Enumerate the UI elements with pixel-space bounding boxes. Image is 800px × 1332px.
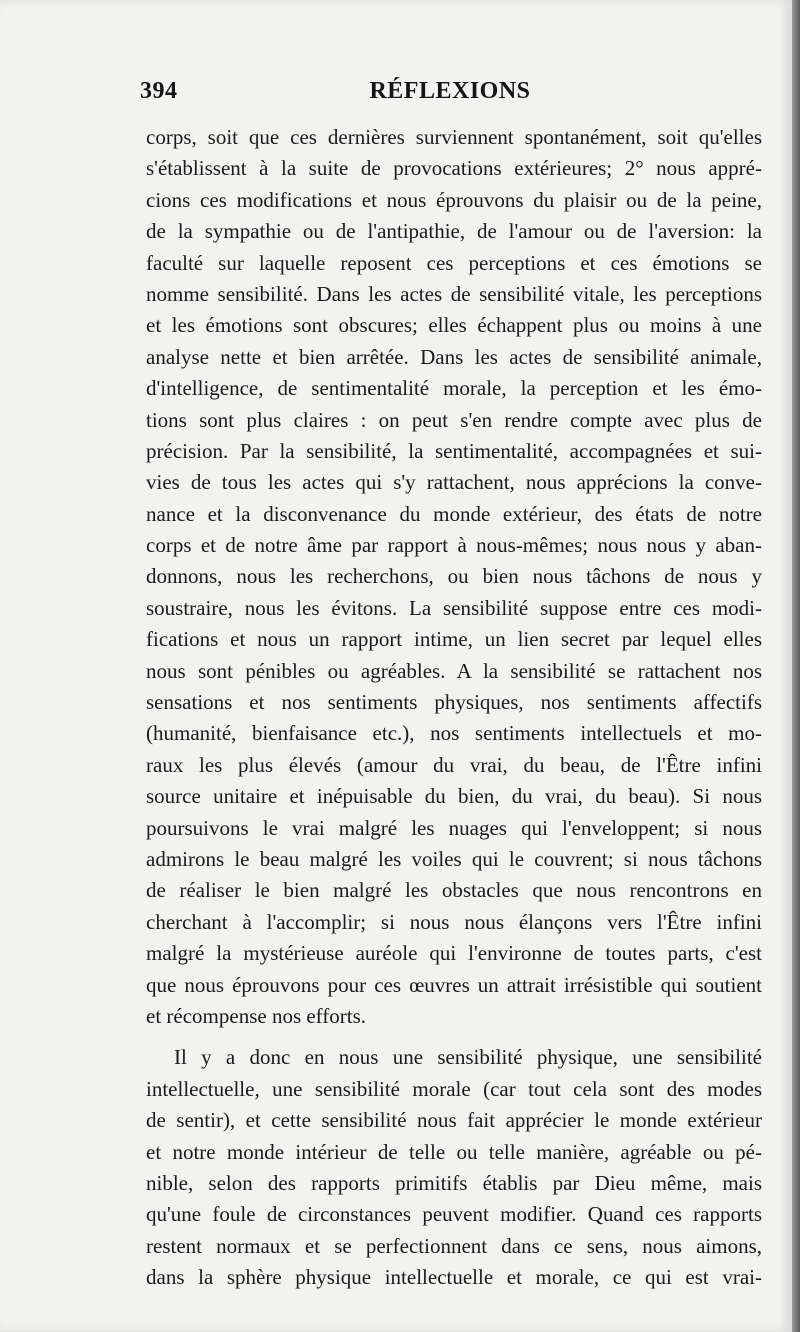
- text-line: restent normaux et se perfectionnent dans ce sens, nous aimons,: [146, 1233, 762, 1258]
- page-title: RÉFLEXIONS: [369, 78, 531, 104]
- text-line: analyse nette et bien arrêtée. Dans les actes de sensibilité animale,: [146, 344, 762, 369]
- text-line: et les émotions sont obscures; elles échappent plus ou moins à une: [146, 313, 762, 338]
- text-line: de réaliser le bien malgré les obstacles que nous rencontrons en: [146, 878, 762, 903]
- text-line: nomme sensibilité. Dans les actes de sensibilité vitale, les perceptions: [146, 281, 762, 306]
- text-line: sensations et nos sentiments physiques, nos sentiments affectifs: [146, 690, 762, 715]
- text-line: nous sont pénibles ou agréables. A la sensibilité se rattachent nos: [146, 658, 762, 683]
- text-line: soustraire, nous les évitons. La sensibilité suppose entre ces modi-: [146, 595, 762, 620]
- page-edge-shadow: [792, 0, 800, 1332]
- text-line: (humanité, bienfaisance etc.), nos sentiments intellectuels et mo-: [146, 721, 762, 746]
- text-line: nible, selon des rapports primitifs établis par Dieu même, mais: [146, 1170, 762, 1195]
- text-line: et notre monde intérieur de telle ou telle manière, agréable ou pé-: [146, 1139, 762, 1164]
- text-line: raux les plus élevés (amour du vrai, du beau, de l'Être infini: [146, 752, 762, 777]
- text-line: faculté sur laquelle reposent ces perceptions et ces émotions se: [146, 250, 762, 275]
- text-line: corps et de notre âme par rapport à nous-mêmes; nous nous y aban-: [146, 533, 762, 558]
- text-line: vies de tous les actes qui s'y rattachent, nous apprécions la conve-: [146, 470, 762, 495]
- running-head: [140, 78, 760, 108]
- body-text: [146, 122, 762, 1293]
- text-line: admirons le beau malgré les voiles qui le couvrent; si nous tâchons: [146, 846, 762, 871]
- text-line: de sentir), et cette sensibilité nous fait apprécier le monde extérieur: [146, 1108, 762, 1133]
- text-line: intellectuelle, une sensibilité morale (car tout cela sont des modes: [146, 1076, 762, 1101]
- page-number: 394: [140, 78, 178, 104]
- text-line: malgré la mystérieuse auréole qui l'environne de toutes parts, c'est: [146, 941, 762, 966]
- text-line: de la sympathie ou de l'antipathie, de l'amour ou de l'aversion: la: [146, 219, 762, 244]
- text-line: tions sont plus claires : on peut s'en rendre compte avec plus de: [146, 407, 762, 432]
- text-line: Il y a donc en nous une sensibilité physique, une sensibilité: [174, 1045, 762, 1070]
- text-line: d'intelligence, de sentimentalité morale, la perception et les émo-: [146, 376, 762, 401]
- text-line: corps, soit que ces dernières surviennent spontanément, soit qu'elles: [146, 125, 762, 149]
- text-line: que nous éprouvons pour ces œuvres un attrait irrésistible qui soutient: [146, 972, 762, 997]
- text-line: cions ces modifications et nous éprouvons du plaisir ou de la peine,: [146, 187, 762, 212]
- text-line: donnons, nous les recherchons, ou bien nous tâchons de nous y: [146, 564, 762, 589]
- paragraph-gap: [146, 1032, 762, 1042]
- text-line: fications et nous un rapport intime, un lien secret par lequel elles: [146, 627, 762, 652]
- text-line: nance et la disconvenance du monde extérieur, des états de notre: [146, 501, 762, 526]
- text-line: cherchant à l'accomplir; si nous nous élançons vers l'Être infini: [146, 909, 762, 934]
- text-line: précision. Par la sensibilité, la sentimentalité, accompagnées et sui-: [146, 438, 762, 463]
- text-line: dans la sphère physique intellectuelle et morale, ce qui est vrai-: [146, 1265, 762, 1290]
- text-line: qu'une foule de circonstances peuvent modifier. Quand ces rapports: [146, 1202, 762, 1227]
- text-line: source unitaire et inépuisable du bien, du vrai, du beau). Si nous: [146, 784, 762, 809]
- text-line: et récompense nos efforts.: [146, 1003, 367, 1028]
- text-line: s'établissent à la suite de provocations extérieures; 2° nous appré-: [146, 156, 762, 181]
- text-line: poursuivons le vrai malgré les nuages qui l'enveloppent; si nous: [146, 815, 762, 840]
